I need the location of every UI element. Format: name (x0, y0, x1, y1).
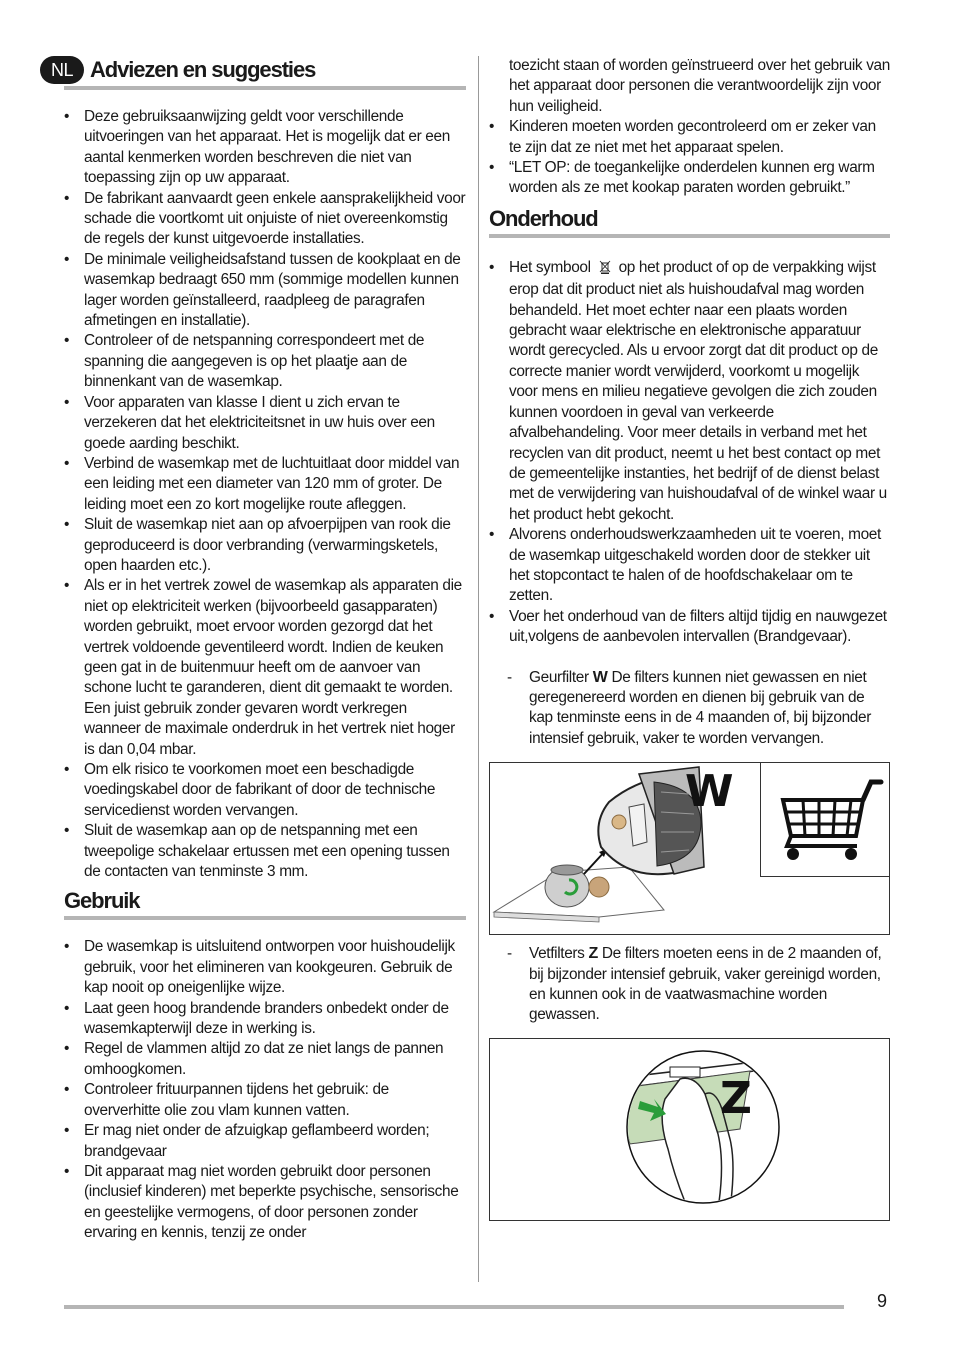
section-rule (64, 86, 466, 90)
section-header-onderhoud (489, 206, 890, 238)
list-item: • De wasemkap is uitsluitend ontworpen voor huishoudelijk gebruik, voor het elimineren van kookgeuren. Gebruik de kap nooit op oneigenlijke wijze. (64, 937, 466, 998)
grease-filter-removal-illustration (490, 1039, 889, 1220)
list-item: • De minimale veiligheidsafstand tussen de kookplaat en de wasemkap bedraagt 650 mm (sommige modellen kunnen lager worden geïnstalleerd, raadpleeg de paragrafen afmetingen en installatie). (64, 250, 466, 332)
language-badge: NL (40, 56, 84, 84)
symbol-text-post: op het product of op de verpakking wijst erop dat dit product niet als huishoudafval mag worden behandeld. Het moet echter naar een plaats worden gebracht waar elektrische en elektronische apparatuur wordt gerecycled. Als u ervoor zorgt dat dit product op de correcte manier wordt verwijderd, voorkomt u mogelijk voor mens en milieu negatieve gevolgen die zich zouden kunnen voordoen in geval van verkeerde afvalbehandeling. Voor meer details in verband met het recyclen van dit product, neemt u het best contact op met de gemeentelijke instanties, het bedrijf of de dienst belast met de verwijdering van huishoudafval of de winkel waar u het product hebt gekocht. (509, 258, 887, 523)
left-column (50, 56, 466, 1244)
list-item: • Controleer frituurpannen tijdens het gebruik: de oververhitte olie zou vlam kunnen vatten. (64, 1080, 466, 1121)
dash-mark: - (507, 668, 512, 686)
grease-odour-filter-item (489, 668, 890, 750)
list-item: • Sluit de wasemkap niet aan op afvoerpijpen van rook die geproduceerd is door verbranding (verwarmingsketels, open haarden etc.). (64, 515, 466, 576)
advice-list (64, 107, 466, 882)
column-separator (478, 56, 479, 1282)
onderhoud-list (489, 258, 890, 525)
list-item: • Kinderen moeten worden gecontroleerd om er zeker van te zijn dat ze niet met het apparaat spelen. (489, 117, 890, 158)
section-header-gebruik (64, 888, 466, 920)
filter-text: De filters moeten eens in de 2 maanden of, bij bijzonder intensief gebruik, vaker gereinigd worden, en kunnen ook in de vaatwasmachine worden gewassen. (529, 945, 882, 1024)
list-item: • Voor apparaten van klasse I dient u zich ervan te verzekeren dat het elektriciteitsnet in uw huis over een goede aarding beschikt. (64, 393, 466, 454)
gebruik-list (64, 937, 466, 1243)
section-rule (489, 234, 890, 238)
section-title-gebruik: Gebruik (64, 888, 140, 914)
list-item: • Er mag niet onder de afzuigkap geflambeerd worden; brandgevaar (64, 1121, 466, 1162)
onderhoud-more-list (489, 525, 890, 647)
continued-text: toezicht staan of worden geïnstrueerd over het gebruik van het apparaat door personen die verantwoordelijk zijn voor hun veiligheid. (509, 57, 890, 115)
filter-text: De filters kunnen niet gewassen en niet geregenereerd worden en dienen bij gebruik van de kap tenminste eens in de 4 maanden of, bij bijzonder intensief gebruik, vaker te worden vervangen. (529, 668, 872, 747)
list-item: • Alvorens onderhoudswerkzaamheden uit te voeren, moet de wasemkap uitgeschakeld worden door de stekker uit het stopcontact te halen of de hoofdschakelaar om te zetten. (489, 525, 890, 607)
right-column (489, 56, 890, 1221)
section-header-advice (50, 56, 466, 90)
filter-label: Geurfilter (529, 668, 589, 686)
section-title-advice: Adviezen en suggesties (90, 57, 316, 82)
filter-letter: Z (588, 945, 598, 963)
figure-z (489, 1038, 890, 1221)
list-item (489, 258, 890, 525)
filter-letter: W (592, 668, 608, 686)
section-rule (64, 916, 466, 920)
footer-rule (64, 1305, 844, 1309)
dash-mark: - (507, 945, 512, 963)
page-number: 9 (877, 1291, 888, 1311)
grease-filter-item (489, 944, 890, 1026)
shopping-cart-icon (761, 762, 890, 876)
list-item: • Als er in het vertrek zowel de wasemkap als apparaten die niet op elektriciteit werken (bijvoorbeeld gasapparaten) worden gebruikt, moet ervoor worden gezorgd dat het vertrek voldoende geventileerd wordt. Indien de keuken geen gat in de buitenmuur heeft om de aanvoer van schone lucht te garanderen, dient dit gemaakt te worden. Een juist gebruik zonder gevaren wordt verkregen wanneer de maximale onderdruk in het vertrek niet hoger is dan 0,04 mbar. (64, 576, 466, 760)
list-item: • Deze gebruiksaanwijzing geldt voor verschillende uitvoeringen van het apparaat. Het is mogelijk dat er een aantal kenmerken worden beschreven die niet van toepassing zijn op uw apparaat. (64, 107, 466, 189)
symbol-text-pre: Het symbool (509, 258, 591, 276)
section-title-onderhoud: Onderhoud (489, 205, 598, 231)
list-item: • Sluit de wasemkap aan op de netspanning met een tweepolige schakelaar ertussen met een opening tussen de contacten van tenminste 3 mm. (64, 821, 466, 882)
list-item: • Om elk risico te voorkomen moet een beschadigde voedingskabel door de fabrikant of door de technische servicedienst worden vervangen. (64, 760, 466, 821)
figure-letter-z: Z (720, 1072, 752, 1124)
list-item: • Laat geen hoog brandende branders onbedekt onder de wasemkapterwijl deze in werking is. (64, 999, 466, 1040)
list-item: • Verbind de wasemkap met de luchtuitlaat door middel van een leiding met een diameter van 120 mm of groter. De leiding moet een zo kort mogelijke route afleggen. (64, 454, 466, 515)
list-item: • De fabrikant aanvaardt geen enkele aansprakelijkheid voor schade die voortkomt uit onjuiste of niet overeenkomstig de regels der kunst uitgevoerde installaties. (64, 189, 466, 250)
figure-divider (760, 876, 890, 877)
list-item: • “LET OP: de toegankelijke onderdelen kunnen erg warm worden als ze met kookap paraten worden gebruikt.” (489, 158, 890, 199)
cooker-hood-illustration (489, 762, 761, 935)
list-item: • Dit apparaat mag niet worden gebruikt door personen (inclusief kinderen) met beperkte psychische, sensorische en geestelijke vermogens, of door personen zonder ervaring en kennis, tenzij ze onder (64, 1162, 466, 1244)
filter-label: Vetfilters (529, 945, 585, 963)
figure-letter-w: W (685, 766, 734, 818)
crossed-bin-icon (599, 260, 611, 280)
list-item: • Voer het onderhoud van de filters altijd tijdig en nauwgezet uit,volgens de aanbevolen intervallen (Brandgevaar). (489, 607, 890, 648)
list-item: • Regel de vlammen altijd zo dat ze niet langs de pannen omhoogkomen. (64, 1039, 466, 1080)
gebruik-more-list (489, 117, 890, 199)
list-item: • Controleer of de netspanning correspondeert met de spanning die aangegeven is op het plaatje aan de binnenkant van de wasemkap. (64, 331, 466, 392)
figure-w (489, 762, 890, 935)
